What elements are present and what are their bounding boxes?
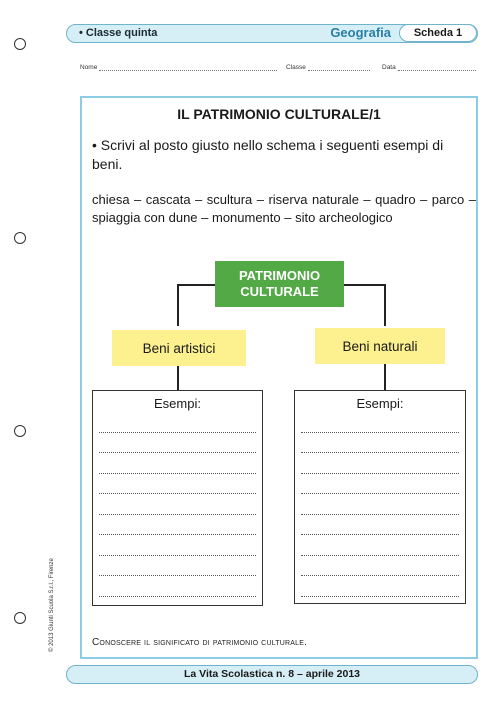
student-info-line [80,62,478,74]
connector-right-to-box [384,364,386,390]
examples-label: Esempi: [356,396,404,411]
subject-label: Geografia [330,25,391,40]
date-field-label: Data [382,64,396,71]
answer-line[interactable] [301,474,459,495]
answer-line[interactable] [301,535,459,556]
answer-line[interactable] [301,412,459,433]
binder-hole [14,232,26,244]
worksheet-box [80,96,478,659]
binder-hole [14,425,26,437]
category-beni-naturali: Beni naturali [315,328,445,364]
connector-right-vertical [384,284,386,326]
answer-line[interactable] [301,494,459,515]
connector-left-horizontal [177,284,215,286]
examples-box-artistici [92,390,263,606]
answer-line[interactable] [99,494,256,515]
sheet-badge: Scheda 1 [399,24,477,42]
answer-line[interactable] [301,556,459,577]
root-node-patrimonio-culturale [215,261,344,307]
examples-box-naturali [294,390,466,604]
answer-line[interactable] [99,535,256,556]
answer-line[interactable] [99,453,256,474]
connector-left-vertical [177,284,179,326]
answer-line[interactable] [301,515,459,536]
connector-right-horizontal [344,284,385,286]
date-field-line[interactable] [398,64,476,71]
name-field-line[interactable] [99,64,277,71]
header-bar [66,24,478,43]
instruction-text: • Scrivi al posto giusto nello schema i seguenti esempi di beni. [92,137,444,172]
worksheet-title: IL PATRIMONIO CULTURALE/1 [177,106,381,122]
name-field-label: Nome [80,64,98,71]
class-label: • Classe quinta [79,27,158,39]
answer-line[interactable] [99,433,256,454]
answer-line[interactable] [99,576,256,597]
answer-line[interactable] [99,556,256,577]
answer-line[interactable] [99,474,256,495]
binder-hole [14,38,26,50]
learning-objective: Conoscere il significato di patrimonio culturale. [92,637,308,648]
answer-line[interactable] [301,453,459,474]
class-field-line[interactable] [308,64,370,71]
answer-line[interactable] [301,576,459,597]
root-node-line1: PATRIMONIO [238,268,321,283]
word-list: chiesa – cascata – scultura – riserva naturale – quadro – parco – spiaggia con dune – monumento – sito archeologico [92,192,476,225]
answer-line[interactable] [99,515,256,536]
answer-line[interactable] [99,412,256,433]
category-beni-artistici: Beni artistici [112,330,246,366]
class-field-label: Classe [286,64,306,71]
examples-label: Esempi: [154,396,201,411]
footer-bar: La Vita Scolastica n. 8 – aprile 2013 [66,665,478,684]
connector-left-to-box [177,366,179,390]
binder-hole [14,612,26,624]
copyright-text: © 2013 Giunti Scuola S.r.l., Firenze [49,558,55,652]
root-node-line2: CULTURALE [240,284,319,299]
answer-line[interactable] [301,433,459,454]
